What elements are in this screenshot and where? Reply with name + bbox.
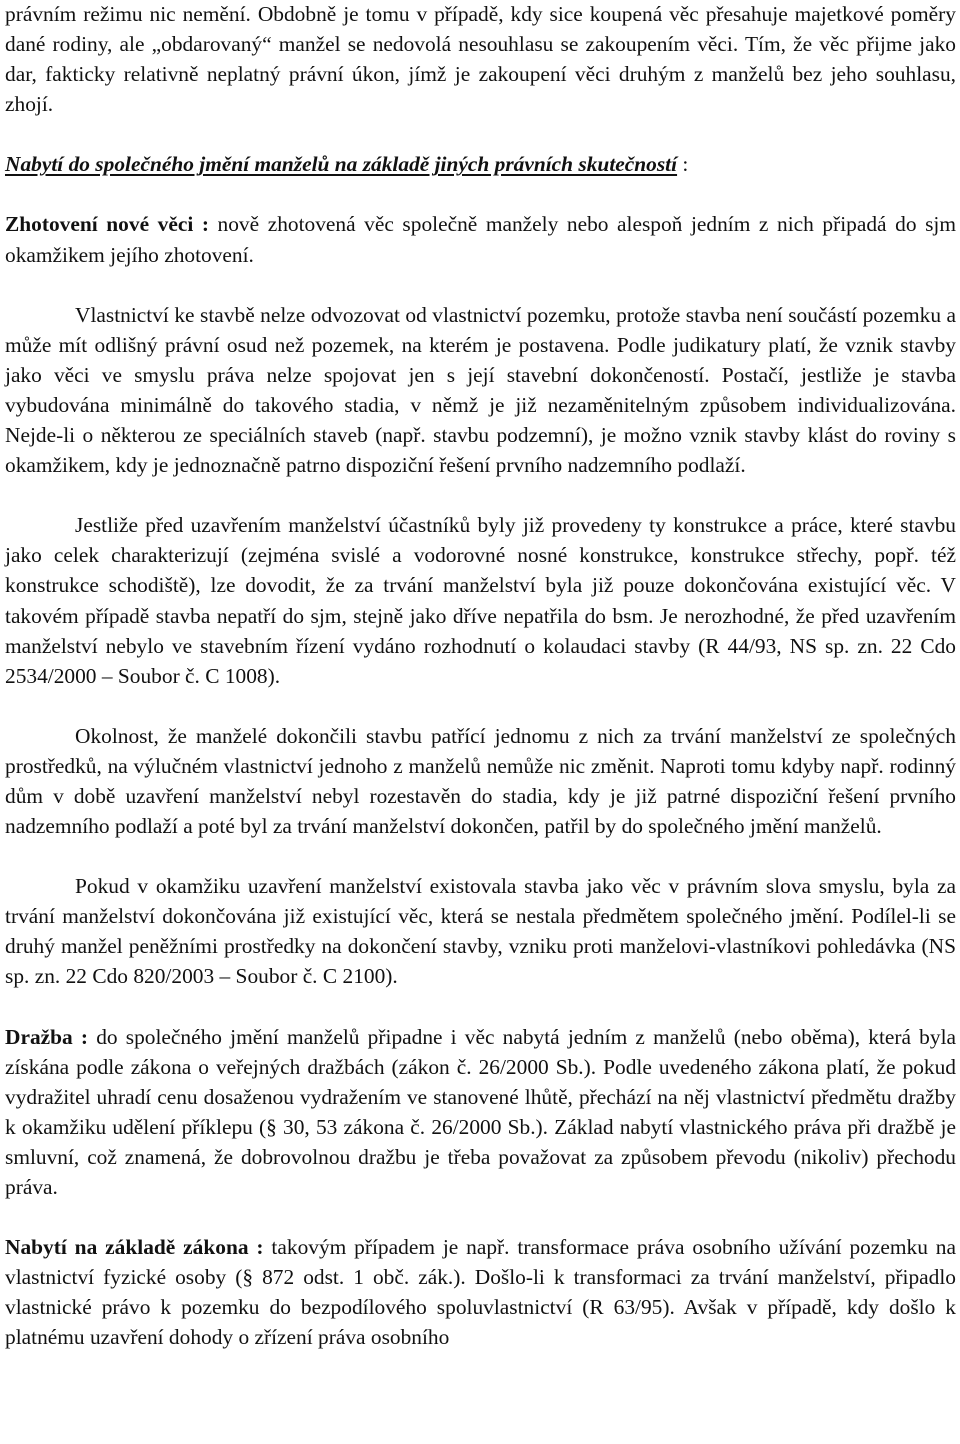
term-zhotoveni: Zhotovení nové věci :: [5, 212, 209, 237]
paragraph-drazba: [5, 1022, 956, 1203]
section-heading-text: Nabytí do společného jmění manželů na základě jiných právních skutečností: [5, 152, 678, 177]
term-drazba: Dražba :: [5, 1024, 89, 1049]
paragraph-vlastnictvi-stavby: Vlastnictví ke stavbě nelze odvozovat od vlastnictví pozemku, protože stavba není součástí pozemku a může mít odlišný právní osud než pozemek, na kterém je postavena. Podle judikatury platí, že vznik stavby jako věci ve smyslu práva nelze spojovat jen s její stavební dokončeností. Postačí, jestliže je stavba vybudována minimálně do takového stadia, v němž je již nezaměnitelným způsobem individualizována. Nejde-li o některou ze speciálních staveb (např. stavbu podzemní), je možno vznik stavby klást do roviny s okamžikem, kdy je jednoznačně patrno dispoziční řešení prvního nadzemního podlaží.: [5, 302, 956, 478]
paragraph-nabyti-zakon-text: takovým případem je např. transformace práva osobního užívání pozemku na vlastnictví fyzické osoby (§ 872 odst. 1 obč. zák.). Došlo-li k transformaci za trvání manželství, připadlo vlastnické právo k pozemku do bezpodílového spoluvlastnictví (R 63/95). Avšak v případě, kdy došlo k platnému uzavření dohody o zřízení práva osobního: [5, 1235, 956, 1350]
paragraph-zhotoveni: [5, 209, 956, 269]
section-heading-suffix: :: [677, 152, 689, 177]
paragraph-konstrukce: Jestliže před uzavřením manželství účastníků byly již provedeny ty konstrukce a práce, které stavbu jako celek charakterizují (zejména svislé a vodorovné nosné konstrukce, konstrukce střechy, popř. též konstrukce schodiště), lze dovodit, že za trvání manželství byla již pouze dokončována existující věc. V takovém případě stavba nepatří do sjm, stejně jako dříve nepatřila do bsm. Je nerozhodné, že před uzavřením manželství nebylo ve stavebním řízení vydáno rozhodnutí o kolaudaci stavby (R 44/93, NS sp. zn. 22 Cdo 2534/2000 – Soubor č. C 1008).: [5, 513, 956, 688]
paragraph-nabyti-zakon: [5, 1232, 956, 1352]
paragraph-zhotoveni-text: nově zhotovená věc společně manžely nebo alespoň jedním z nich připadá do sjm okamžikem jejího zhotovení.: [5, 212, 956, 267]
section-heading: [5, 149, 956, 179]
term-nabyti-zakon: Nabytí na základě zákona :: [5, 1235, 264, 1260]
paragraph-drazba-text: do společného jmění manželů připadne i věc nabytá jedním z manželů (nebo oběma), která byla získána podle zákona o veřejných dražbách (zákon č. 26/2000 Sb.). Podle uvedeného zákona platí, že pokud vydražitel uhradí cenu dosaženou vydražením ve stanovené lhůtě, přechází na něj vlastnictví předmětu dražby k okamžiku udělení příklepu (§ 30, 53 zákona č. 26/2000 Sb.). Základ nabytí vlastnického práva při dražbě je smluvní, což znamená, že dobrovolnou dražbu je třeba považovat za způsobem převodu (nikoliv) přechodu práva.: [5, 1024, 957, 1199]
paragraph-pokud: Pokud v okamžiku uzavření manželství existovala stavba jako věc v právním slova smyslu, byla za trvání manželství dokončována již existující věc, která se nestala předmětem společného jmění. Podílel-li se druhý manžel peněžními prostředky na dokončení stavby, vzniku proti manželovi-vlastníkovi pohledávka (NS sp. zn. 22 Cdo 820/2003 – Soubor č. C 2100).: [5, 874, 956, 989]
document-page: [5, 0, 956, 1352]
paragraph-intro-continuation: právním režimu nic nemění. Obdobně je tomu v případě, kdy sice koupená věc přesahuje majetkové poměry dané rodiny, ale „obdarovaný“ manžel se nedovolá nesouhlasu se zakoupením věci. Tím, že věc přijme jako dar, fakticky relativně neplatný právní úkon, jímž je zakoupení věci druhým z manželů bez jeho souhlasu, zhojí.: [5, 2, 956, 117]
paragraph-okolnost: Okolnost, že manželé dokončili stavbu patřící jednomu z nich za trvání manželství ze společných prostředků, na výlučném vlastnictví jednoho z manželů nemůže nic změnit. Naproti tomu kdyby např. rodinný dům v době uzavření manželství nebyl rozestavěn do stadia, kdy je již patrné dispoziční řešení prvního nadzemního podlaží a poté byl za trvání manželství dokončen, patřil by do společného jmění manželů.: [5, 723, 956, 839]
